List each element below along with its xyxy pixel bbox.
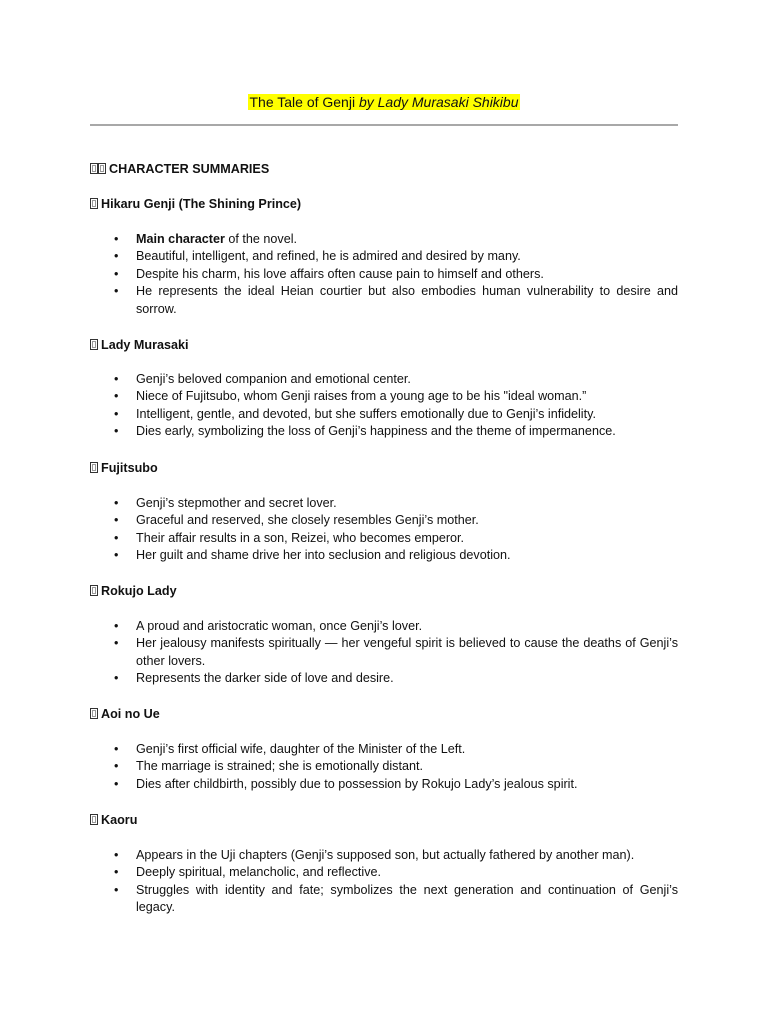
list-item bbox=[90, 864, 678, 881]
bullet-text: Struggles with identity and fate; symbolizes the next generation and continuation of Genji’s legacy. bbox=[136, 882, 678, 915]
bullet-text: Dies after childbirth, possibly due to possession by Rokujo Lady’s jealous spirit. bbox=[136, 776, 578, 791]
list-item bbox=[90, 266, 678, 283]
character-heading bbox=[90, 196, 301, 212]
bullet-text: Genji’s first official wife, daughter of the Minister of the Left. bbox=[136, 742, 466, 756]
character-bullets bbox=[90, 495, 678, 565]
bullet-text: Appears in the Uji chapters (Genji’s supposed son, but actually fathered by another man). bbox=[136, 848, 635, 862]
list-item bbox=[90, 882, 678, 917]
list-item bbox=[90, 670, 678, 687]
character-bullets bbox=[90, 741, 678, 793]
bullet-text: Her guilt and shame drive her into seclusion and religious devotion. bbox=[136, 548, 511, 563]
list-item bbox=[90, 618, 678, 635]
character-name: Hikaru Genji (The Shining Prince) bbox=[101, 197, 302, 211]
horizontal-rule bbox=[90, 124, 678, 126]
list-item bbox=[90, 635, 678, 670]
list-item bbox=[90, 741, 678, 758]
list-item bbox=[90, 231, 678, 248]
list-item bbox=[90, 547, 678, 564]
bullet-text: Deeply spiritual, melancholic, and reflective. bbox=[136, 865, 381, 880]
title-main: The Tale of Genji bbox=[249, 94, 356, 110]
list-item bbox=[90, 248, 678, 265]
document-title bbox=[90, 93, 678, 111]
list-item bbox=[90, 371, 678, 388]
missing-glyph-icon bbox=[90, 339, 98, 350]
list-item bbox=[90, 758, 678, 775]
missing-glyph-icon bbox=[90, 462, 98, 473]
list-item bbox=[90, 423, 678, 440]
bullet-text: Beautiful, intelligent, and refined, he is admired and desired by many. bbox=[136, 249, 521, 264]
character-name: Lady Murasaki bbox=[101, 338, 189, 352]
list-item bbox=[90, 388, 678, 405]
missing-glyph-icon bbox=[98, 163, 106, 174]
character-name: Aoi no Ue bbox=[101, 707, 160, 721]
character-heading bbox=[90, 460, 158, 476]
bullet-text: Genji’s beloved companion and emotional center. bbox=[136, 372, 411, 386]
bullet-lead: Main character bbox=[136, 232, 225, 246]
bullet-text: The marriage is strained; she is emotionally distant. bbox=[136, 759, 423, 774]
title-author: by Lady Murasaki Shikibu bbox=[355, 94, 519, 110]
bullet-text: Niece of Fujitsubo, whom Genji raises from a young age to be his "ideal woman.” bbox=[136, 389, 587, 404]
heading-text: CHARACTER SUMMARIES bbox=[109, 162, 270, 176]
section-heading bbox=[90, 161, 269, 177]
list-item bbox=[90, 283, 678, 318]
character-bullets bbox=[90, 618, 678, 688]
title-highlight bbox=[248, 94, 519, 110]
character-name: Rokujo Lady bbox=[101, 584, 177, 598]
missing-glyph-icon bbox=[90, 585, 98, 596]
bullet-text: Dies early, symbolizing the loss of Genji’s happiness and the theme of impermanence. bbox=[136, 424, 616, 439]
list-item bbox=[90, 495, 678, 512]
missing-glyph-icon bbox=[90, 163, 98, 174]
bullet-text: Intelligent, gentle, and devoted, but she suffers emotionally due to Genji’s infidelity. bbox=[136, 406, 596, 421]
bullet-text: Represents the darker side of love and desire. bbox=[136, 671, 394, 686]
character-heading bbox=[90, 583, 177, 599]
missing-glyph-icon bbox=[90, 814, 98, 825]
list-item bbox=[90, 512, 678, 529]
bullet-text: He represents the ideal Heian courtier but also embodies human vulnerability to desire and sorrow. bbox=[136, 284, 678, 316]
bullet-text: Their affair results in a son, Reizei, who becomes emperor. bbox=[136, 530, 465, 545]
character-name: Kaoru bbox=[101, 813, 138, 827]
list-item bbox=[90, 847, 678, 864]
list-item bbox=[90, 406, 678, 423]
bullet-text: A proud and aristocratic woman, once Genji’s lover. bbox=[136, 619, 423, 633]
bullet-text: Despite his charm, his love affairs often cause pain to himself and others. bbox=[136, 266, 544, 281]
missing-glyph-icon bbox=[90, 198, 98, 209]
character-name: Fujitsubo bbox=[101, 461, 158, 475]
character-bullets bbox=[90, 231, 678, 318]
character-bullets bbox=[90, 371, 678, 441]
character-heading bbox=[90, 812, 137, 828]
bullet-text: Her jealousy manifests spiritually — her vengeful spirit is believed to cause the deaths of Genji’s other lovers. bbox=[136, 636, 678, 668]
character-heading bbox=[90, 706, 160, 722]
character-heading bbox=[90, 337, 189, 353]
character-bullets bbox=[90, 847, 678, 917]
list-item bbox=[90, 776, 678, 793]
bullet-text: Graceful and reserved, she closely resembles Genji’s mother. bbox=[136, 513, 479, 528]
list-item bbox=[90, 530, 678, 547]
missing-glyph-icon bbox=[90, 708, 98, 719]
bullet-text: Genji’s stepmother and secret lover. bbox=[136, 496, 337, 510]
bullet-text: of the novel. bbox=[224, 232, 298, 246]
